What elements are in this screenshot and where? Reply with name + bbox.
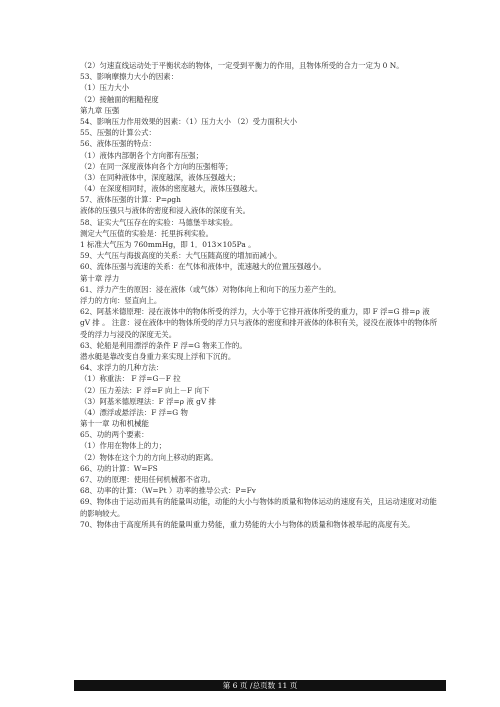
text-line: （1）压力大小 — [80, 83, 130, 93]
text-line: （1）液体内部朝各个方向都有压强； — [80, 150, 203, 160]
text-line: （4）漂浮或悬浮法：F 浮=G 物 — [80, 407, 188, 417]
text-paragraph: 70、物体由于高度所具有的能量叫重力势能，重力势能的大小与物体的质量和物体被举起的高度有关。 — [80, 519, 415, 529]
text-line: 53、影响摩擦力大小的因素： — [80, 72, 179, 82]
text-line: （1）称重法： F 浮=G－F 拉 — [80, 374, 181, 384]
page-content — [80, 60, 438, 530]
text-line: 54、影响压力作用效果的因素：（1）压力大小 （2）受力面积大小 — [80, 116, 298, 126]
text-line: 66、功的计算：W=FS — [80, 463, 158, 473]
text-line: （2）物体在这个力的方向上移动的距离。 — [80, 452, 218, 462]
text-line: 65、功的两个要素： — [80, 430, 149, 440]
text-line: 潜水艇是靠改变自身重力来实现上浮和下沉的。 — [80, 351, 236, 361]
text-paragraph: 69、物体由于运动而具有的能量叫动能，动能的大小与物体的质量和物体运动的速度有关，且运动速度对动能的影响较大。 — [80, 497, 437, 518]
text-line: 56、液体压强的特点： — [80, 139, 156, 149]
text-line: 液体的压强只与液体的密度和浸入液体的深度有关。 — [80, 206, 250, 216]
text-line: 1 标准大气压为 760mmHg，即 1．013×105Pa 。 — [80, 240, 256, 250]
text-line: （4）在深度相同时，液体的密度越大，液体压强越大。 — [80, 184, 263, 194]
text-line: （2）接触面的粗糙程度 — [80, 94, 159, 104]
page-footer: 第 6 页 /总页数 11 页 — [74, 680, 446, 691]
text-line: 60、流体压强与流速的关系：在气体和液体中，流速越大的位置压强越小。 — [80, 262, 326, 272]
text-line: 59、大气压与海拔高度的关系：大气压随高度的增加而减小。 — [80, 251, 282, 261]
text-line: （2）匀速直线运动处于平衡状态的物体，一定受到平衡力的作用，且物体所受的合力一定为 0 N。 — [80, 61, 404, 70]
text-line: （2）在同一深度液体向各个方向的压强相等； — [80, 161, 233, 171]
text-line: 67、功的原理：使用任何机械都不省功。 — [80, 475, 216, 484]
text-line: 浮力的方向：竖直向上。 — [80, 295, 162, 305]
text-line: 55、压强的计算公式： — [80, 128, 156, 138]
text-paragraph: 62、阿基米德原理：浸在液体中的物体所受的浮力，大小等于它排开液体所受的重力，即 F 浮=G 排=ρ 液 gV 排 。 注意：浸在液体中的物体所受的浮力只与液体的密度和排开液体的体积有关，浸没在液体中的物体所受的浮力与浸没的深度无关。 — [80, 307, 438, 339]
chapter-heading: 第十章 浮力 — [80, 273, 120, 283]
chapter-heading: 第九章 压强 — [80, 105, 120, 115]
text-line: 58、证实大气压存在的实验：马德堡半球实验。 — [80, 217, 238, 227]
text-line: 68、功率的计算：（W=Pt ）功率的推导公式：P=Fv — [80, 486, 256, 496]
text-line: （3）阿基米德原理法：F 浮=ρ 液 gV 排 — [80, 396, 216, 406]
text-line: （3）在同种液体中，深度越深，液体压强越大； — [80, 172, 240, 182]
text-line: （2）压力差法：F 浮=F 向上－F 向下 — [80, 385, 210, 395]
text-line: 64、求浮力的几种方法： — [80, 363, 164, 373]
chapter-heading: 第十一章 功和机械能 — [80, 419, 149, 429]
text-line: 测定大气压值的实验是：托里拆利实验。 — [80, 228, 214, 238]
text-line: （1）作用在物体上的力； — [80, 441, 167, 451]
text-line: 57、液体压强的计算：P=ρgh — [80, 195, 181, 205]
text-line: 63、轮船是利用漂浮的条件 F 浮=G 物来工作的。 — [80, 340, 247, 350]
text-line: 61、浮力产生的原因：浸在液体（或气体）对物体向上和向下的压力差产生的。 — [80, 284, 341, 294]
